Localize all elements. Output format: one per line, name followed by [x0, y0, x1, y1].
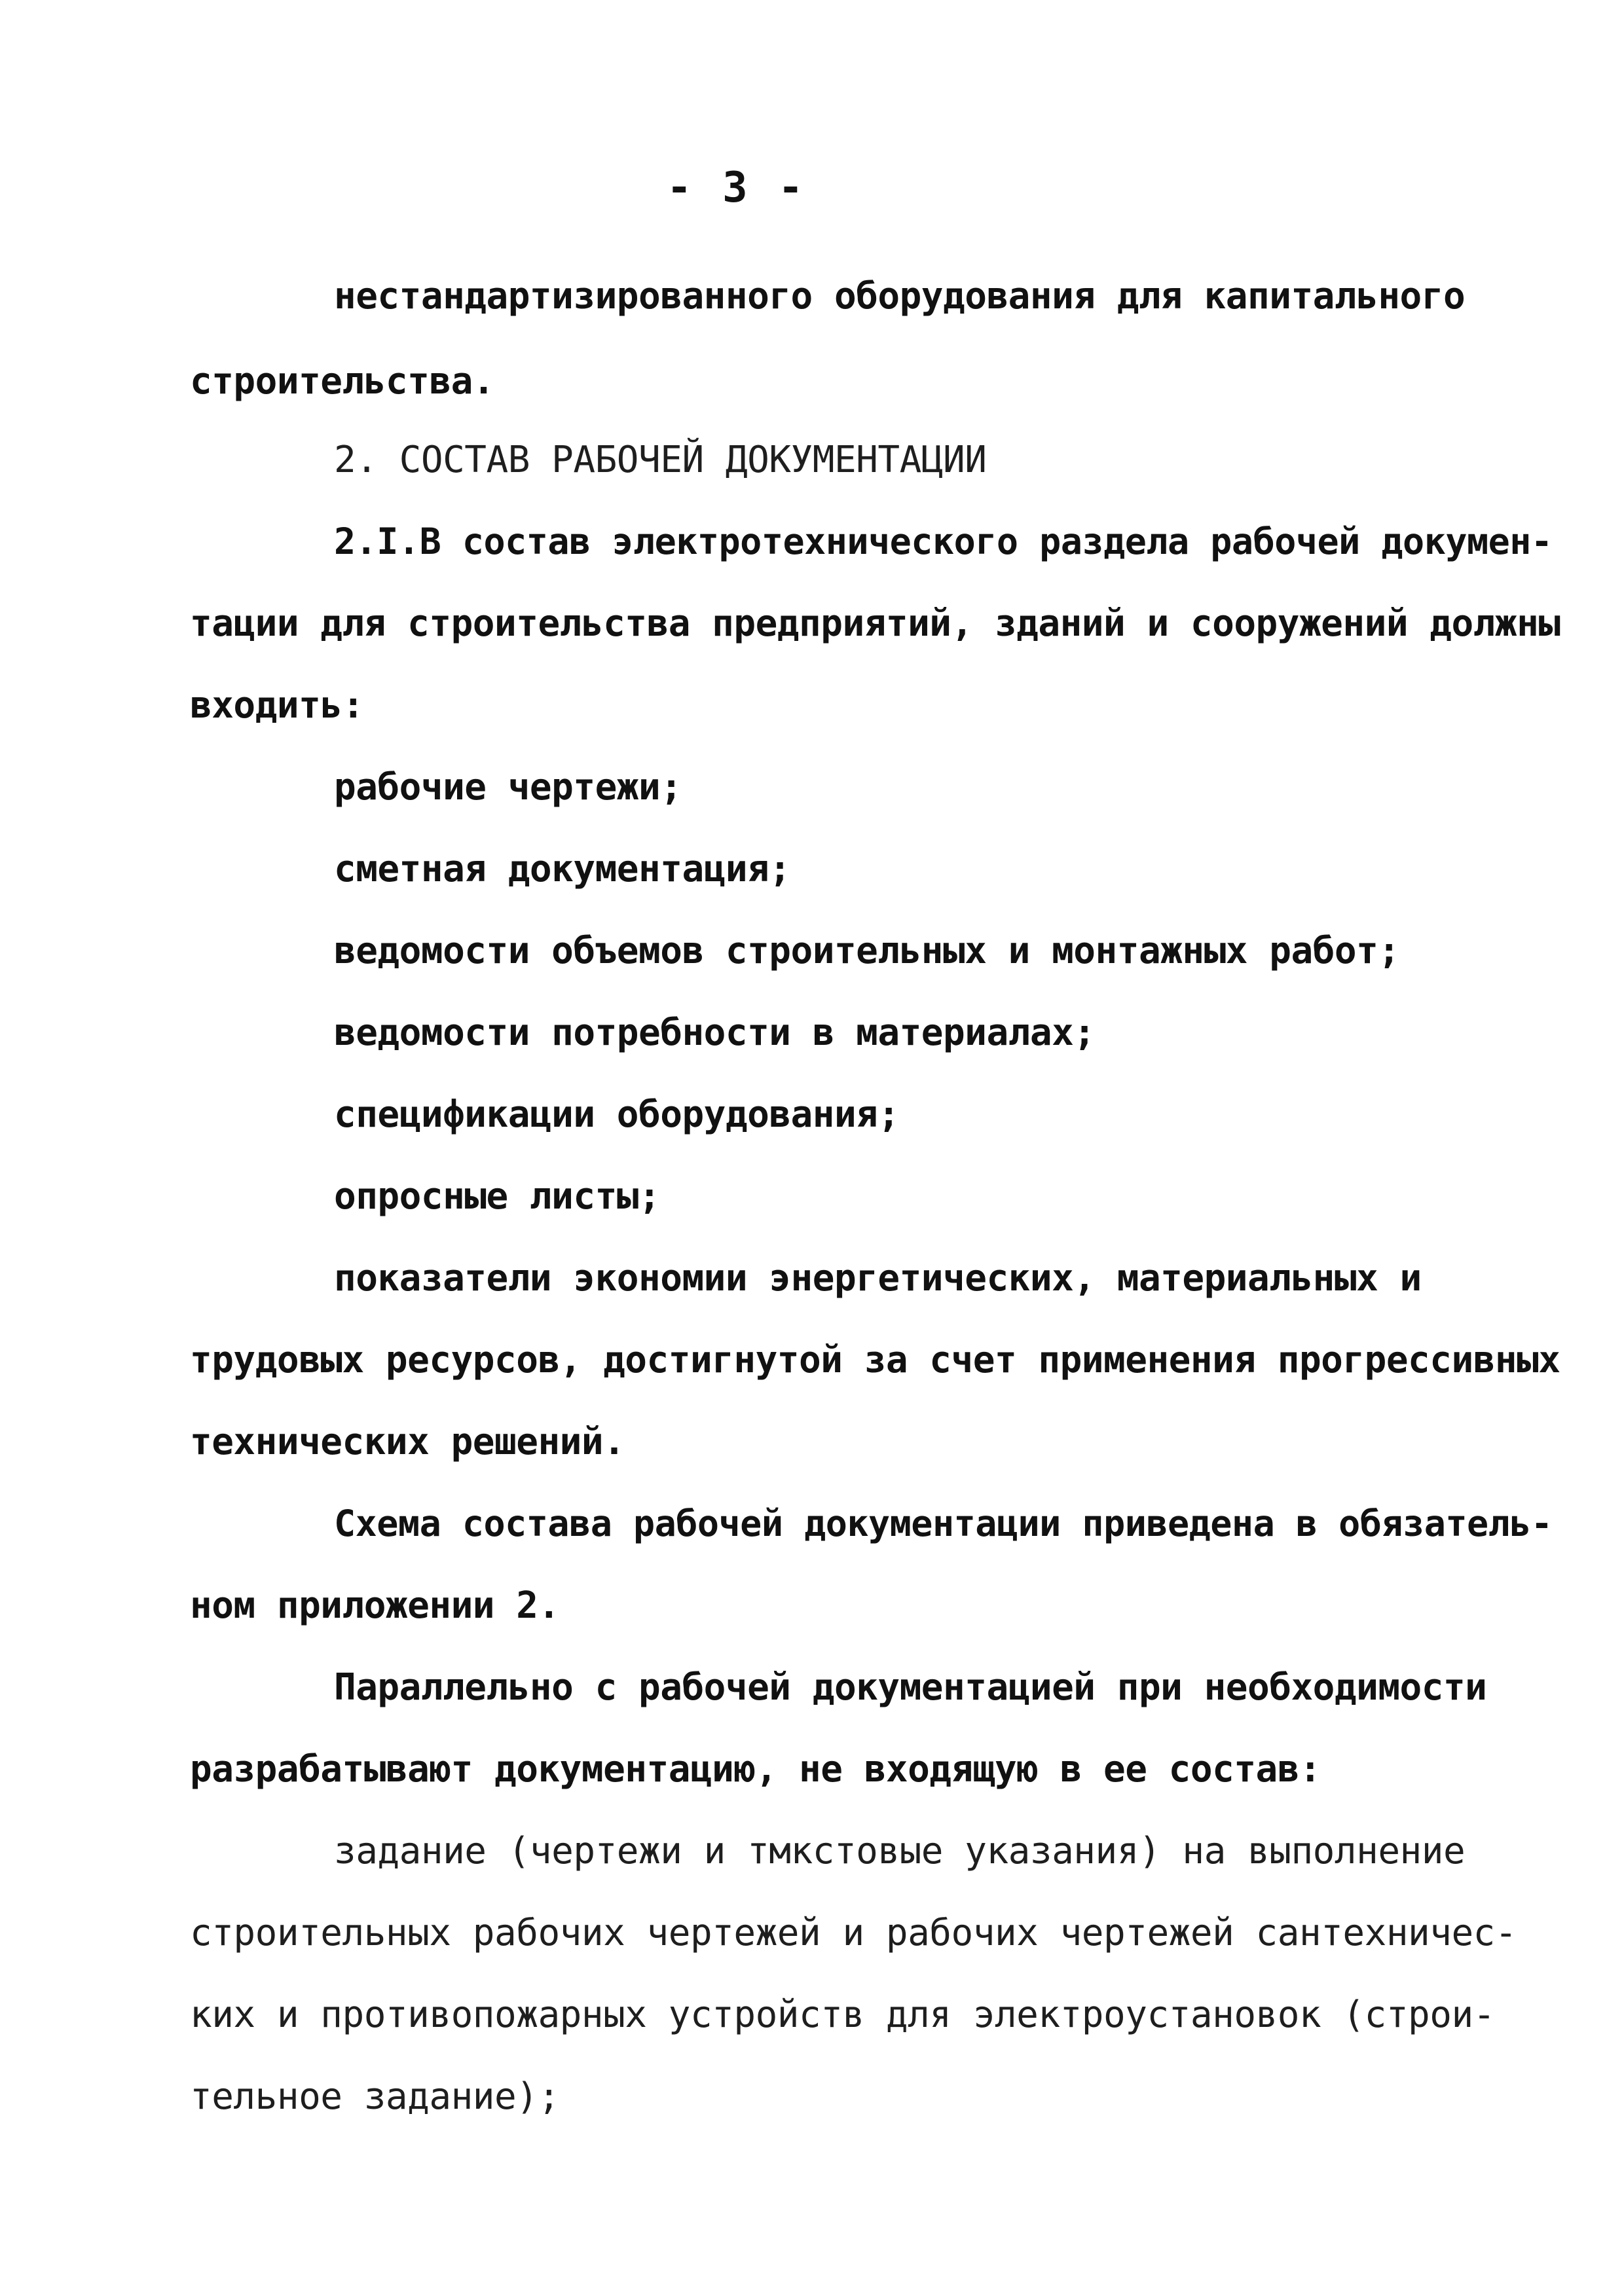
list-item: показатели экономии энергетических, материальных и [334, 1257, 1422, 1300]
section-heading: 2. СОСТАВ РАБОЧЕЙ ДОКУМЕНТАЦИИ [334, 439, 987, 481]
text-line-15: технических решений. [190, 1421, 625, 1463]
text-line-1: нестандартизированного оборудования для капитального [334, 275, 1466, 318]
text-line-16: Схема состава рабочей документации приведена в обязатель- [334, 1503, 1553, 1544]
text-line-22: ких и противопожарных устройств для электроустановок (строи- [190, 1994, 1495, 2036]
text-line-17: ном приложении 2. [190, 1584, 560, 1627]
text-line-18: Параллельно с рабочей документацией при необходимости [334, 1666, 1487, 1709]
text-line-21: строительных рабочих чертежей и рабочих чертежей сантехничес- [190, 1912, 1517, 1954]
list-item: ведомости объемов строительных и монтажных работ; [334, 930, 1400, 972]
text-line-6: входить: [190, 684, 364, 727]
text-line-4: 2.I.В состав электротехнического раздела рабочей докумен- [334, 520, 1553, 562]
text-line-14: трудовых ресурсов, достигнутой за счет применения прогрессивных [190, 1339, 1560, 1381]
list-item: опросные листы; [334, 1175, 661, 1218]
list-item: ведомости потребности в материалах; [334, 1011, 1096, 1054]
text-line-5: тации для строительства предприятий, зданий и сооружений должны [190, 602, 1560, 645]
text-line-2: строительства. [190, 360, 495, 403]
list-item: сметная документация; [334, 848, 791, 890]
text-line-19: разрабатывают документацию, не входящую в ее состав: [190, 1748, 1321, 1791]
list-item: рабочие чертежи; [334, 766, 682, 809]
list-item: спецификации оборудования; [334, 1093, 900, 1136]
text-line-23: тельное задание); [190, 2075, 560, 2118]
page-number: - 3 - [667, 164, 806, 212]
text-line-20: задание (чертежи и тмкстовые указания) на выполнение [334, 1830, 1466, 1872]
